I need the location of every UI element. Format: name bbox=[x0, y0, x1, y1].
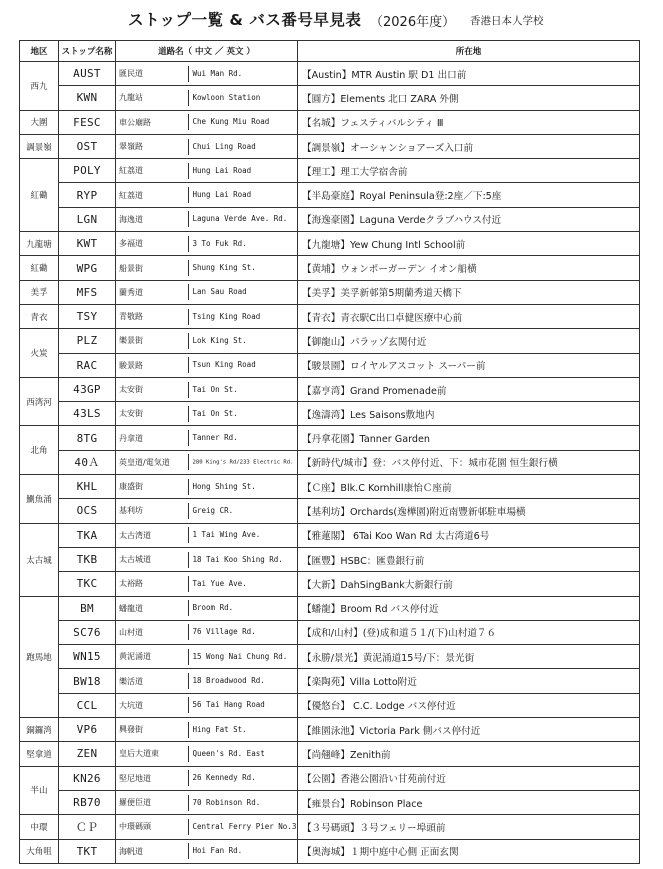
school-name: 香港日本人学校 bbox=[470, 15, 544, 27]
road-name-en-text: Hung Lai Road bbox=[192, 165, 252, 175]
road-name-cn-cell: 中環碼頭 bbox=[116, 815, 184, 839]
road-name-en-text: Lan Sau Road bbox=[192, 287, 247, 297]
area-cell: 青衣 bbox=[20, 304, 59, 328]
location-cell: 【新時代/城市】登：バス停付近、下：城市花園 恒生銀行横 bbox=[298, 450, 640, 474]
area-cell: 跑馬地 bbox=[20, 596, 59, 717]
area-cell: 紅磡 bbox=[20, 256, 59, 280]
column-divider bbox=[188, 819, 189, 835]
column-divider bbox=[188, 333, 189, 349]
area-cell: 太古城 bbox=[20, 523, 59, 596]
road-name-en-cell bbox=[184, 62, 298, 86]
road-name-en-cell bbox=[184, 815, 298, 839]
stop-code-cell: TKA bbox=[59, 523, 116, 547]
stop-code-cell: BM bbox=[59, 596, 116, 620]
page-title: ストップ一覧 & バス番号早見表 bbox=[128, 11, 362, 29]
table-row bbox=[20, 183, 640, 207]
location-cell: 【圓方】Elements 北口 ZARA 外側 bbox=[298, 86, 640, 110]
location-cell: 【青衣】青衣駅C出口卓健医療中心前 bbox=[298, 304, 640, 328]
location-cell: 【雍景台】Robinson Place bbox=[298, 790, 640, 814]
location-cell: 【３号碼頭】３号フェリー埠頭前 bbox=[298, 815, 640, 839]
road-name-cn-cell: 太古湾道 bbox=[116, 523, 184, 547]
table-row bbox=[20, 280, 640, 304]
column-divider bbox=[188, 843, 189, 859]
road-name-en-text: 18 Tai Koo Shing Rd. bbox=[192, 554, 283, 564]
road-name-en-text: Tai On St. bbox=[192, 384, 238, 394]
road-name-en-cell bbox=[184, 256, 298, 280]
area-cell: 九龍塘 bbox=[20, 232, 59, 256]
road-name-en-text: 56 Tai Hang Road bbox=[192, 700, 265, 710]
road-name-en-cell bbox=[184, 377, 298, 401]
stop-code-cell: 40Ａ bbox=[59, 450, 116, 474]
column-divider bbox=[188, 309, 189, 325]
road-name-cn-cell: 英皇道/電気道 bbox=[116, 450, 184, 474]
table-row bbox=[20, 450, 640, 474]
road-name-en-cell bbox=[184, 402, 298, 426]
year-label: （2026年度） bbox=[370, 15, 456, 30]
table-row bbox=[20, 62, 640, 86]
column-divider bbox=[188, 114, 189, 130]
column-divider bbox=[188, 357, 189, 373]
table-row bbox=[20, 645, 640, 669]
table-header-row bbox=[20, 41, 640, 62]
road-name-cn-cell: 皇后大道東 bbox=[116, 742, 184, 766]
table-row bbox=[20, 499, 640, 523]
location-cell: 【嘉亨湾】Grand Promenade前 bbox=[298, 377, 640, 401]
road-name-cn-cell: 興發街 bbox=[116, 718, 184, 742]
location-cell: 【理工】理工大学宿舎前 bbox=[298, 159, 640, 183]
road-name-cn-cell: 翠嶺路 bbox=[116, 134, 184, 158]
road-name-cn-cell: 太裕路 bbox=[116, 572, 184, 596]
road-name-en-cell bbox=[184, 669, 298, 693]
stop-code-cell: POLY bbox=[59, 159, 116, 183]
road-name-en-text: 3 To Fuk Rd. bbox=[192, 238, 247, 248]
road-name-en-text: 76 Village Rd. bbox=[192, 627, 256, 637]
stop-code-cell: WPG bbox=[59, 256, 116, 280]
road-name-en-text: Tsun King Road bbox=[192, 360, 256, 370]
road-name-en-text: Tsing King Road bbox=[192, 311, 261, 321]
location-cell: 【大新】DahSingBank大新銀行前 bbox=[298, 572, 640, 596]
road-name-en-cell bbox=[184, 596, 298, 620]
area-cell: 紅磡 bbox=[20, 159, 59, 232]
road-name-cn-cell: 車公廟路 bbox=[116, 110, 184, 134]
column-divider bbox=[188, 576, 189, 592]
road-name-en-text: Queen's Rd. East bbox=[192, 748, 265, 758]
table-row bbox=[20, 329, 640, 353]
location-cell: 【半島豪庭】Royal Peninsula登:2座／下:5座 bbox=[298, 183, 640, 207]
area-cell: 火炭 bbox=[20, 329, 59, 378]
road-name-cn-cell: 海帆道 bbox=[116, 839, 184, 863]
road-name-en-cell bbox=[184, 645, 298, 669]
area-cell: 銅鑼湾 bbox=[20, 718, 59, 742]
road-name-en-cell bbox=[184, 232, 298, 256]
column-divider bbox=[188, 770, 189, 786]
stop-code-cell: PLZ bbox=[59, 329, 116, 353]
stop-code-cell: MFS bbox=[59, 280, 116, 304]
table-row bbox=[20, 790, 640, 814]
stop-code-cell: VP6 bbox=[59, 718, 116, 742]
road-name-en-cell bbox=[184, 620, 298, 644]
road-name-en-cell bbox=[184, 450, 298, 474]
column-divider bbox=[188, 795, 189, 811]
stop-code-cell: OST bbox=[59, 134, 116, 158]
location-cell: 【御龍山】パラッゾ玄関付近 bbox=[298, 329, 640, 353]
stop-code-cell: LGN bbox=[59, 207, 116, 231]
column-divider bbox=[188, 527, 189, 543]
road-name-en-text: 1 Tai Wing Ave. bbox=[192, 530, 261, 540]
location-cell: 【九龍塘】Yew Chung Intl School前 bbox=[298, 232, 640, 256]
column-divider bbox=[188, 284, 189, 300]
stop-code-cell: RB70 bbox=[59, 790, 116, 814]
table-row bbox=[20, 766, 640, 790]
road-name-en-cell bbox=[184, 475, 298, 499]
column-divider bbox=[188, 600, 189, 616]
table-row bbox=[20, 232, 640, 256]
road-name-en-cell bbox=[184, 183, 298, 207]
table-row bbox=[20, 304, 640, 328]
stop-code-cell: WN15 bbox=[59, 645, 116, 669]
table-row bbox=[20, 718, 640, 742]
stop-code-cell: TKT bbox=[59, 839, 116, 863]
road-name-en-cell bbox=[184, 718, 298, 742]
road-name-en-text: Chui Ling Road bbox=[192, 141, 256, 151]
road-name-en-text: Wui Man Rd. bbox=[192, 68, 243, 78]
stop-code-cell: BW18 bbox=[59, 669, 116, 693]
road-name-en-text: Hung Lai Road bbox=[192, 190, 252, 200]
road-name-en-text: Tai Yue Ave. bbox=[192, 578, 247, 588]
road-name-cn-cell: 蘭秀道 bbox=[116, 280, 184, 304]
stop-code-cell: 43GP bbox=[59, 377, 116, 401]
road-name-cn-cell: 大坑道 bbox=[116, 693, 184, 717]
column-divider bbox=[188, 649, 189, 665]
road-name-en-cell bbox=[184, 426, 298, 450]
road-name-cn-cell: 船景街 bbox=[116, 256, 184, 280]
road-name-en-cell bbox=[184, 547, 298, 571]
area-cell: 鰂魚涌 bbox=[20, 475, 59, 524]
table-row bbox=[20, 207, 640, 231]
location-cell: 【逸濤湾】Les Saisons敷地内 bbox=[298, 402, 640, 426]
road-name-en-cell bbox=[184, 742, 298, 766]
column-divider bbox=[188, 406, 189, 422]
road-name-en-cell bbox=[184, 839, 298, 863]
table-row bbox=[20, 475, 640, 499]
stop-code-cell: RAC bbox=[59, 353, 116, 377]
area-cell: 大角咀 bbox=[20, 839, 59, 863]
table-row bbox=[20, 159, 640, 183]
table-row bbox=[20, 523, 640, 547]
road-name-en-text: Hong Shing St. bbox=[192, 481, 256, 491]
table-row bbox=[20, 839, 640, 863]
location-cell: 【Ｃ座】Blk.C Kornhill康怡Ｃ座前 bbox=[298, 475, 640, 499]
road-name-cn-cell: 太安街 bbox=[116, 402, 184, 426]
road-name-en-cell bbox=[184, 766, 298, 790]
road-name-cn-cell: 樂景街 bbox=[116, 329, 184, 353]
column-divider bbox=[188, 382, 189, 398]
page-header bbox=[0, 6, 663, 32]
road-name-cn-cell: 多福道 bbox=[116, 232, 184, 256]
road-name-cn-cell: 蟠龍道 bbox=[116, 596, 184, 620]
header-road: 道路名（ 中文 ／ 英文 ） bbox=[116, 41, 298, 62]
road-name-en-text: Shung King St. bbox=[192, 263, 256, 273]
road-name-en-text: 26 Kennedy Rd. bbox=[192, 773, 256, 783]
column-divider bbox=[188, 697, 189, 713]
stop-code-cell: SC76 bbox=[59, 620, 116, 644]
location-cell: 【雅蓮閣】 6Tai Koo Wan Rd 太古湾道6号 bbox=[298, 523, 640, 547]
road-name-cn-cell: 丹拿道 bbox=[116, 426, 184, 450]
table-row bbox=[20, 742, 640, 766]
road-name-en-cell bbox=[184, 572, 298, 596]
road-name-cn-cell: 康盛街 bbox=[116, 475, 184, 499]
area-cell: 西湾河 bbox=[20, 377, 59, 426]
table-row bbox=[20, 353, 640, 377]
road-name-en-cell bbox=[184, 280, 298, 304]
table-row bbox=[20, 620, 640, 644]
column-divider bbox=[188, 454, 189, 470]
column-divider bbox=[188, 139, 189, 155]
road-name-cn-cell: 駿景路 bbox=[116, 353, 184, 377]
stop-code-cell: AUST bbox=[59, 62, 116, 86]
stop-code-cell: KN26 bbox=[59, 766, 116, 790]
table-body bbox=[20, 62, 640, 864]
road-name-en-text: Laguna Verde Ave. Rd. bbox=[192, 214, 288, 224]
column-divider bbox=[188, 552, 189, 568]
location-cell: 【匯豐】HSBC：匯豊銀行前 bbox=[298, 547, 640, 571]
road-name-cn-cell: 紅荔道 bbox=[116, 159, 184, 183]
road-name-en-text: Che Kung Miu Road bbox=[192, 117, 270, 127]
road-name-en-cell bbox=[184, 159, 298, 183]
road-name-cn-cell: 羅便臣道 bbox=[116, 790, 184, 814]
road-name-cn-cell: 堅尼地道 bbox=[116, 766, 184, 790]
road-name-en-text: Broom Rd. bbox=[192, 603, 234, 613]
table-row bbox=[20, 402, 640, 426]
road-name-en-cell bbox=[184, 790, 298, 814]
road-name-en-text: Central Ferry Pier No.3 bbox=[192, 821, 297, 831]
location-cell: 【Austin】MTR Austin 駅 D1 出口前 bbox=[298, 62, 640, 86]
location-cell: 【美孚】美孚新邨第5期蘭秀道天橋下 bbox=[298, 280, 640, 304]
area-cell: 西九 bbox=[20, 62, 59, 111]
column-divider bbox=[188, 187, 189, 203]
road-name-en-cell bbox=[184, 353, 298, 377]
stop-code-cell: KHL bbox=[59, 475, 116, 499]
table-row bbox=[20, 426, 640, 450]
stop-code-cell: FESC bbox=[59, 110, 116, 134]
road-name-cn-cell: 匯民道 bbox=[116, 62, 184, 86]
table-row bbox=[20, 110, 640, 134]
road-name-cn-cell: 基利坊 bbox=[116, 499, 184, 523]
road-name-cn-cell: 青敬路 bbox=[116, 304, 184, 328]
location-cell: 【調景嶺】オーシャンショアーズ入口前 bbox=[298, 134, 640, 158]
location-cell: 【駿景園】ロイヤルアスコット スーパー前 bbox=[298, 353, 640, 377]
table-row bbox=[20, 815, 640, 839]
column-divider bbox=[188, 430, 189, 446]
road-name-en-text: Lok King St. bbox=[192, 335, 247, 345]
road-name-cn-cell: 太古城道 bbox=[116, 547, 184, 571]
area-cell: 調景嶺 bbox=[20, 134, 59, 158]
road-name-en-text: 18 Broadwood Rd. bbox=[192, 676, 265, 686]
stop-code-cell: CCL bbox=[59, 693, 116, 717]
column-divider bbox=[188, 66, 189, 82]
location-cell: 【名城】フェスティバルシティ Ⅲ bbox=[298, 110, 640, 134]
stop-code-cell: 43LS bbox=[59, 402, 116, 426]
location-cell: 【成和/山村】(登)成和道５１/(下)山村道７６ bbox=[298, 620, 640, 644]
header-stop: ストップ名称 bbox=[59, 41, 116, 62]
column-divider bbox=[188, 746, 189, 762]
location-cell: 【奥海城】１期中庭中心側 正面玄関 bbox=[298, 839, 640, 863]
table-row bbox=[20, 572, 640, 596]
table-row bbox=[20, 693, 640, 717]
road-name-cn-cell: 海逸道 bbox=[116, 207, 184, 231]
road-name-en-cell bbox=[184, 693, 298, 717]
road-name-en-text: 280 King's Rd/233 Electric Rd. bbox=[192, 459, 294, 466]
road-name-cn-cell: 樂活道 bbox=[116, 669, 184, 693]
road-name-en-cell bbox=[184, 134, 298, 158]
area-cell: 堅拿道 bbox=[20, 742, 59, 766]
location-cell: 【丹拿花園】Tanner Garden bbox=[298, 426, 640, 450]
road-name-en-cell bbox=[184, 304, 298, 328]
column-divider bbox=[188, 673, 189, 689]
table-row bbox=[20, 86, 640, 110]
road-name-cn-cell: 山村道 bbox=[116, 620, 184, 644]
area-cell: 北角 bbox=[20, 426, 59, 475]
stop-code-cell: TKB bbox=[59, 547, 116, 571]
location-cell: 【海逸豪園】Laguna Verdeクラブハウス付近 bbox=[298, 207, 640, 231]
stop-code-cell: ＣＰ bbox=[59, 815, 116, 839]
location-cell: 【楽陶苑】Villa Lotto附近 bbox=[298, 669, 640, 693]
road-name-en-text: Hing Fat St. bbox=[192, 724, 247, 734]
road-name-en-text: 70 Robinson Rd. bbox=[192, 797, 261, 807]
table-row bbox=[20, 134, 640, 158]
stop-code-cell: 8TG bbox=[59, 426, 116, 450]
location-cell: 【公園】香港公園沿い甘苑前付近 bbox=[298, 766, 640, 790]
location-cell: 【維園泳池】Victoria Park 側バス停付近 bbox=[298, 718, 640, 742]
column-divider bbox=[188, 90, 189, 106]
road-name-en-cell bbox=[184, 110, 298, 134]
header-location: 所在地 bbox=[298, 41, 640, 62]
table-row bbox=[20, 377, 640, 401]
road-name-cn-cell: 太安街 bbox=[116, 377, 184, 401]
table-row bbox=[20, 256, 640, 280]
road-name-en-text: Kowloon Station bbox=[192, 92, 261, 102]
column-divider bbox=[188, 503, 189, 519]
column-divider bbox=[188, 624, 189, 640]
road-name-en-cell bbox=[184, 86, 298, 110]
location-cell: 【尚翹峰】Zenith前 bbox=[298, 742, 640, 766]
road-name-en-text: Hoi Fan Rd. bbox=[192, 846, 243, 856]
column-divider bbox=[188, 163, 189, 179]
stop-code-cell: OCS bbox=[59, 499, 116, 523]
header-area: 地区 bbox=[20, 41, 59, 62]
location-cell: 【黄埔】ウォンポーガーデン イオン船横 bbox=[298, 256, 640, 280]
road-name-en-text: Tai On St. bbox=[192, 408, 238, 418]
road-name-cn-cell: 九龍站 bbox=[116, 86, 184, 110]
road-name-cn-cell: 紅荔道 bbox=[116, 183, 184, 207]
area-cell: 大圍 bbox=[20, 110, 59, 134]
road-name-en-text: Greig CR. bbox=[192, 505, 234, 515]
column-divider bbox=[188, 479, 189, 495]
road-name-en-cell bbox=[184, 329, 298, 353]
road-name-cn-cell: 黄泥涌道 bbox=[116, 645, 184, 669]
column-divider bbox=[188, 260, 189, 276]
table-row bbox=[20, 669, 640, 693]
column-divider bbox=[188, 211, 189, 227]
stop-code-cell: TKC bbox=[59, 572, 116, 596]
location-cell: 【基利坊】Orchards(逸樺園)附近南豐新邨駐車場横 bbox=[298, 499, 640, 523]
area-cell: 美孚 bbox=[20, 280, 59, 304]
stop-code-cell: KWT bbox=[59, 232, 116, 256]
road-name-en-text: 15 Wong Nai Chung Rd. bbox=[192, 651, 288, 661]
road-name-en-text: Tanner Rd. bbox=[192, 433, 238, 443]
area-cell: 中環 bbox=[20, 815, 59, 839]
location-cell: 【蟠龍】Broom Rd バス停付近 bbox=[298, 596, 640, 620]
stop-code-cell: KWN bbox=[59, 86, 116, 110]
stop-code-cell: ZEN bbox=[59, 742, 116, 766]
road-name-en-cell bbox=[184, 499, 298, 523]
area-cell: 半山 bbox=[20, 766, 59, 815]
road-name-en-cell bbox=[184, 207, 298, 231]
table-row bbox=[20, 596, 640, 620]
stop-list-table bbox=[19, 40, 640, 864]
location-cell: 【永勝/景光】黄泥涌道15号/下：景光街 bbox=[298, 645, 640, 669]
stop-code-cell: TSY bbox=[59, 304, 116, 328]
road-name-en-cell bbox=[184, 523, 298, 547]
location-cell: 【優悠台】 C.C. Lodge バス停付近 bbox=[298, 693, 640, 717]
column-divider bbox=[188, 722, 189, 738]
column-divider bbox=[188, 236, 189, 252]
table-row bbox=[20, 547, 640, 571]
stop-code-cell: RYP bbox=[59, 183, 116, 207]
